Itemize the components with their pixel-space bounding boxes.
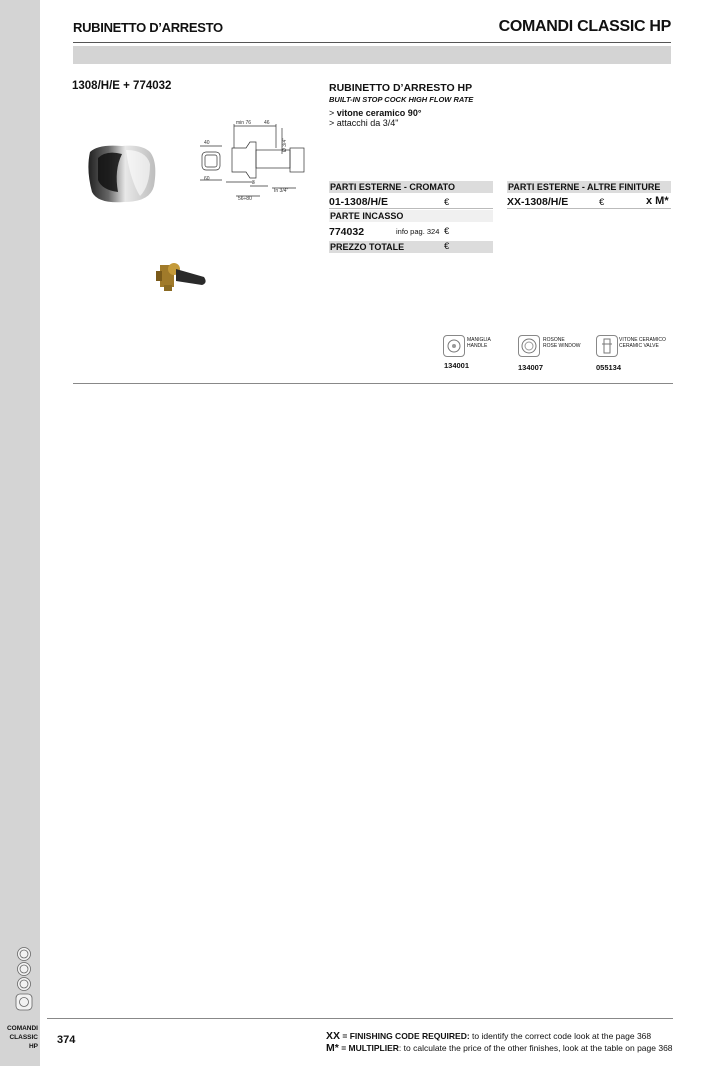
m-key: M* xyxy=(326,1042,339,1054)
xx-key: XX xyxy=(326,1030,341,1042)
collection-icons xyxy=(13,945,35,1015)
rose-accessory-icon xyxy=(518,335,540,357)
incasso-code: 774032 xyxy=(329,226,365,238)
dim-in-3-4: In 3/4" xyxy=(274,188,289,194)
finishes-header: PARTI ESTERNE - ALTRE FINITURE xyxy=(508,182,661,192)
section-divider xyxy=(73,383,673,384)
chrome-header: PARTI ESTERNE - CROMATO xyxy=(330,182,456,192)
valve-accessory-icon xyxy=(596,335,618,357)
dim-46: 46 xyxy=(264,120,270,126)
xx-text: to identify the correct code look at the page 368 xyxy=(472,1031,652,1041)
dim-3: 3 xyxy=(252,180,255,186)
incasso-info: info pag. 324 xyxy=(396,227,440,236)
valve-body-photo xyxy=(154,255,214,295)
xx-note xyxy=(326,1030,651,1042)
finishes-currency: € xyxy=(599,197,605,208)
feature-ceramic xyxy=(329,108,421,118)
xx-bold: = FINISHING CODE REQUIRED: xyxy=(342,1031,470,1041)
technical-drawing xyxy=(196,118,316,204)
total-label: PREZZO TOTALE xyxy=(330,242,405,252)
chrome-divider xyxy=(329,208,493,209)
rose-label-it: ROSONE xyxy=(543,337,565,343)
valve-label xyxy=(619,337,666,349)
feature-ceramic-text: vitone ceramico 90° xyxy=(336,108,422,118)
footer-divider xyxy=(47,1018,673,1019)
multiplier-note xyxy=(326,1042,673,1054)
finishes-code: XX-1308/H/E xyxy=(507,196,569,208)
m-text: : to calculate the price of the other finishes, look at the table on page 368 xyxy=(398,1043,673,1053)
valve-label-it: VITONE CERAMICO xyxy=(619,337,666,343)
chrome-currency: € xyxy=(444,197,450,208)
handle-label-en: HANDLE xyxy=(467,343,488,349)
collection-title: COMANDI CLASSIC HP xyxy=(498,18,671,35)
valve-code: 055134 xyxy=(596,363,622,372)
product-subtitle: BUILT-IN STOP COCK HIGH FLOW RATE xyxy=(329,95,474,104)
header-divider xyxy=(73,42,671,43)
dim-56-80: 56÷80 xyxy=(238,196,252,202)
dim-diameter: Ø 3/4" xyxy=(282,137,288,152)
footer-side-line1: COMANDI xyxy=(6,1025,38,1032)
product-code-title: 1308/H/E + 774032 xyxy=(72,80,172,92)
handle-label xyxy=(467,337,491,349)
handle-accessory-icon xyxy=(443,335,465,357)
rose-code: 134007 xyxy=(518,363,544,372)
chrome-code: 01-1308/H/E xyxy=(329,196,388,208)
valve-label-en: CERAMIC VALVE xyxy=(619,343,659,349)
incasso-header: PARTE INCASSO xyxy=(330,211,404,221)
feature-ceramic-prefix: > xyxy=(329,108,335,118)
section-title: RUBINETTO D’ARRESTO xyxy=(73,20,223,35)
sidebar-band xyxy=(0,0,40,1066)
feature-connections: > attacchi da 3/4" xyxy=(329,118,399,128)
handle-code: 134001 xyxy=(444,361,470,370)
footer-side-line2: CLASSIC xyxy=(9,1034,38,1041)
dim-60: 60 xyxy=(204,176,210,182)
header-band xyxy=(73,46,671,64)
rose-label xyxy=(543,337,581,349)
footer-side-line3: HP xyxy=(28,1043,38,1050)
page-number: 374 xyxy=(57,1034,76,1046)
dim-min76: min 76 xyxy=(236,120,252,126)
product-name: RUBINETTO D’ARRESTO HP xyxy=(329,82,473,94)
handle-photo xyxy=(84,140,160,206)
finishes-divider xyxy=(507,208,671,209)
finishes-multiplier: x M* xyxy=(646,195,669,207)
m-bold: = MULTIPLIER xyxy=(341,1043,399,1053)
footer-collection-label xyxy=(4,1024,38,1051)
incasso-currency: € xyxy=(444,226,450,237)
rose-label-en: ROSE WINDOW xyxy=(543,343,581,349)
handle-label-it: MANIGLIA xyxy=(467,337,491,343)
total-currency: € xyxy=(444,241,450,252)
dim-40: 40 xyxy=(204,140,210,146)
